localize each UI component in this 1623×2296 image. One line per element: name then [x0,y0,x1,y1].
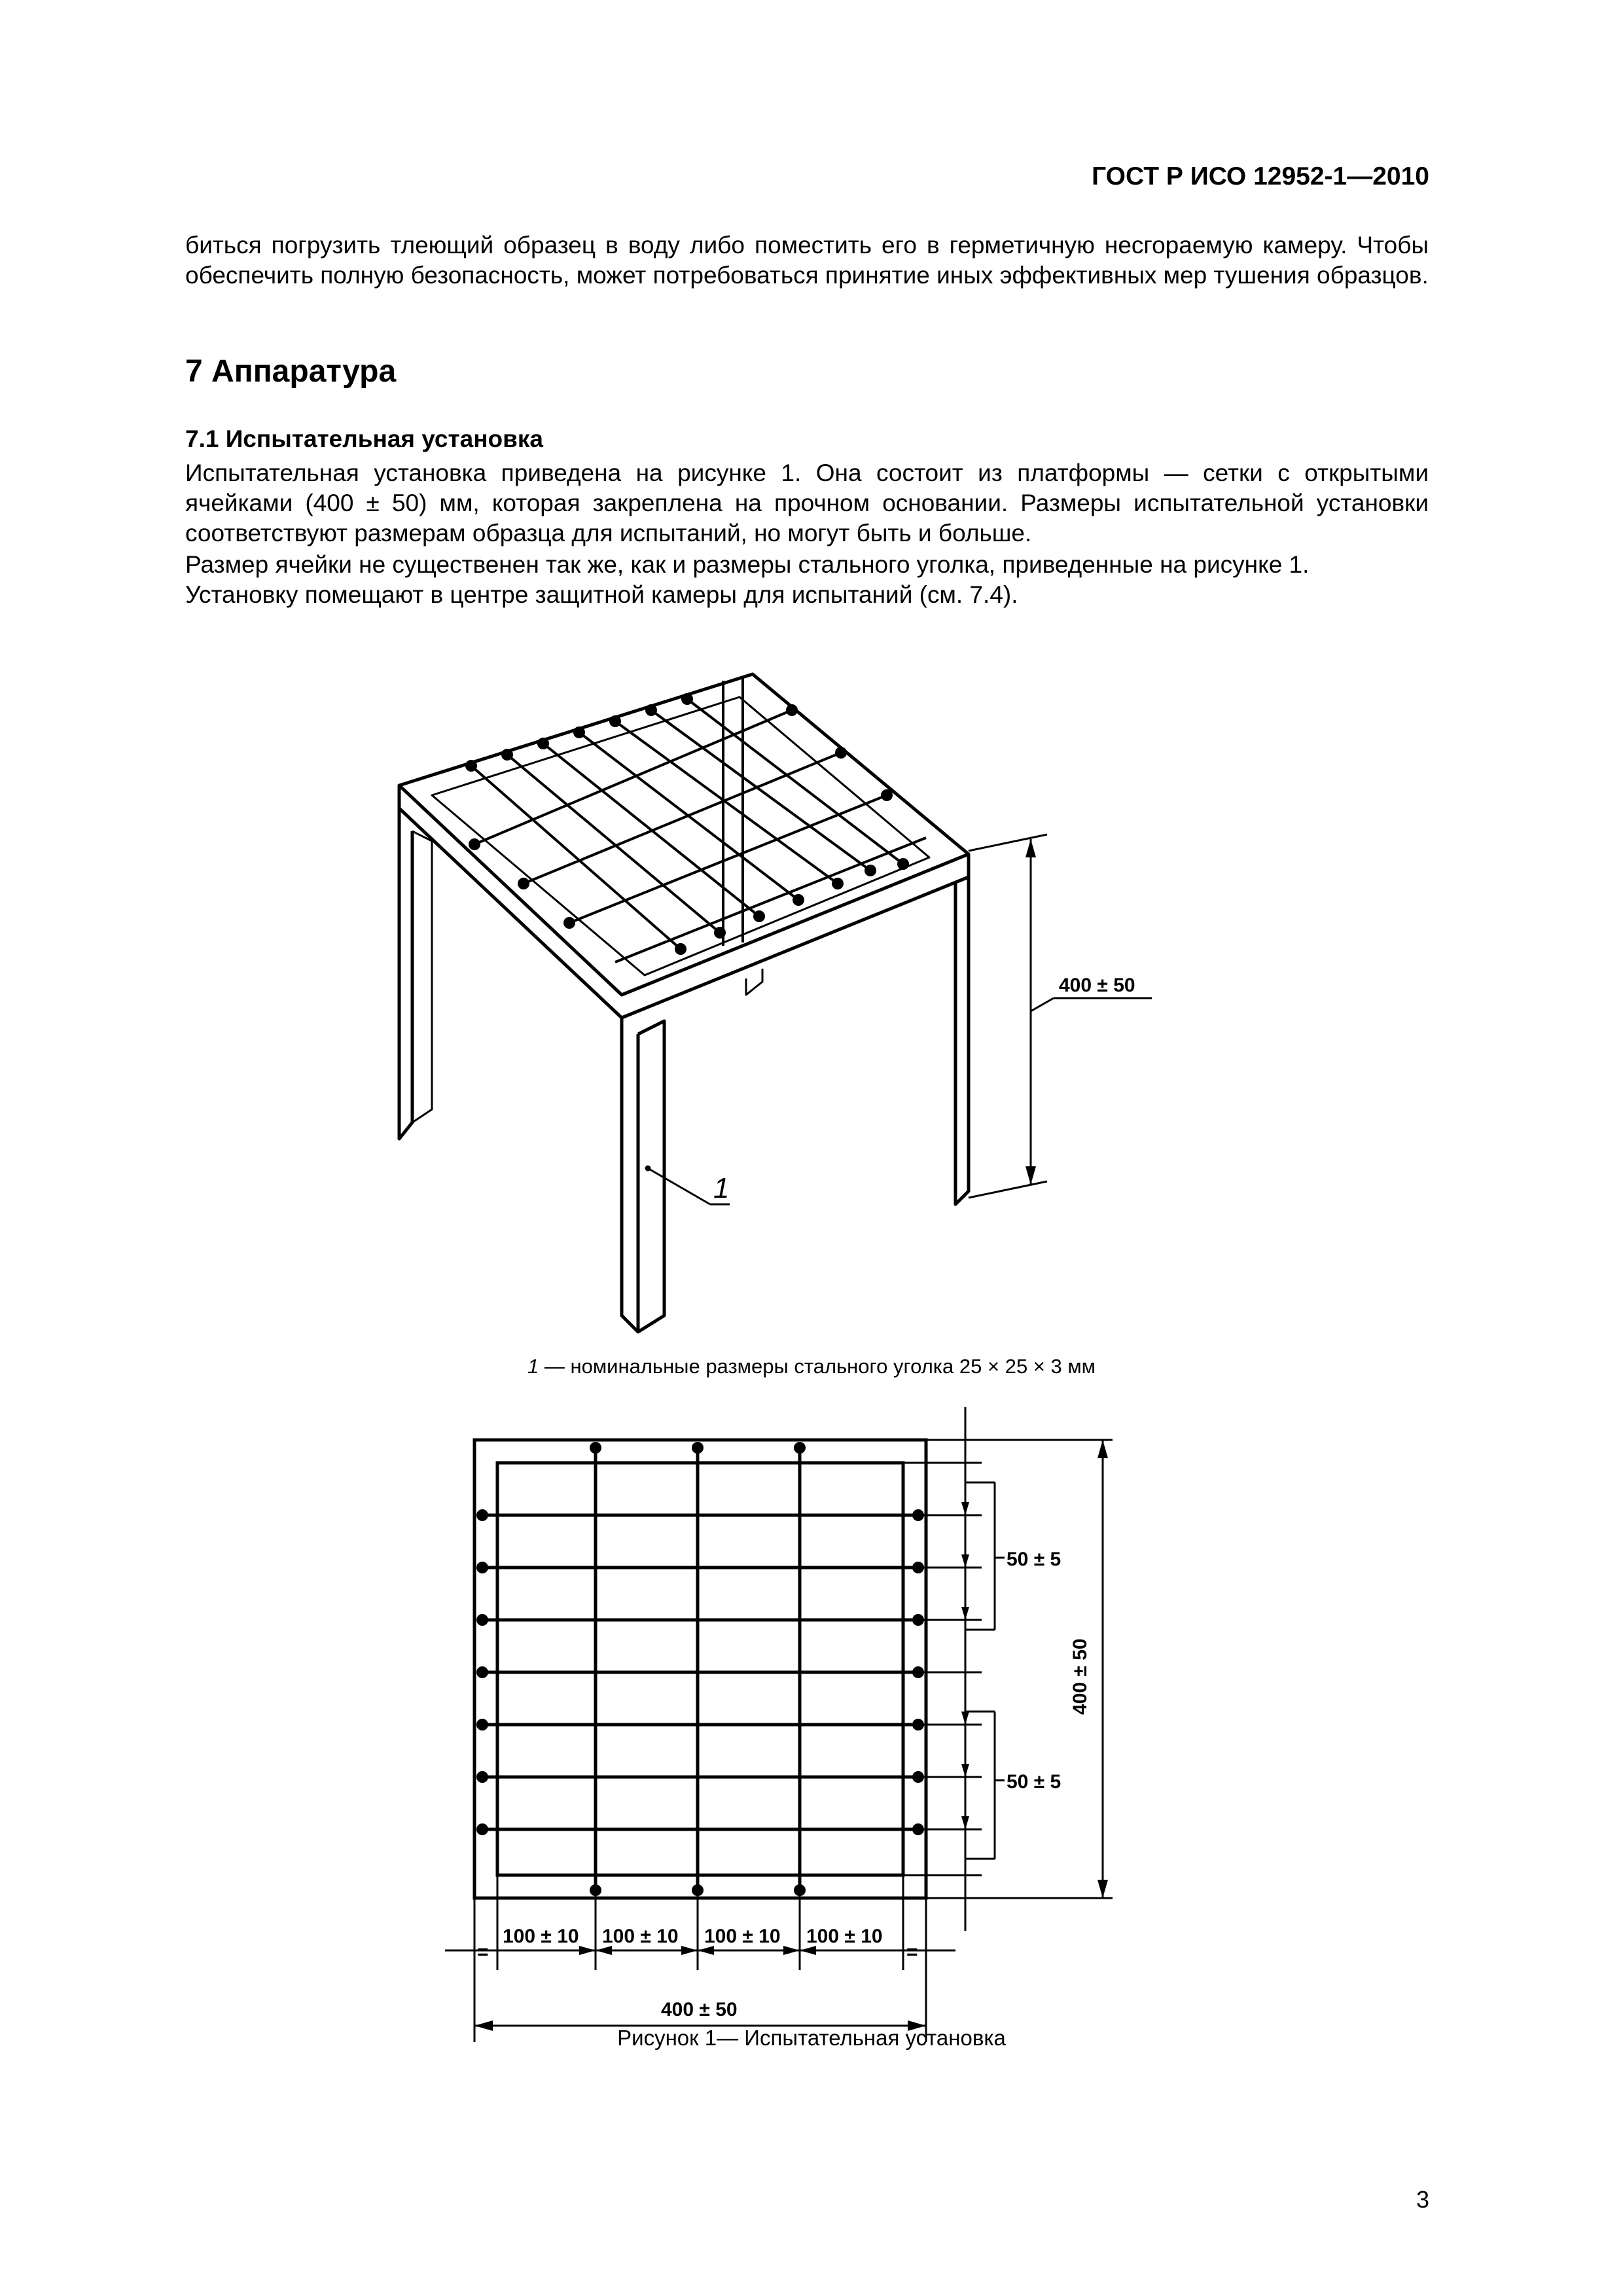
left-leg-inner [412,831,432,1122]
total-height-dimension: 400 ± 50 [1069,1638,1091,1715]
cell-dimension-3: 100 ± 10 [704,1926,781,1947]
spacing-dimension-top: 50 ± 5 [1007,1549,1061,1570]
stand-top-inner [432,697,929,975]
front-leg-left [622,1018,638,1332]
figure-caption: Рисунок 1— Испытательная установка [617,2026,1006,2050]
legend-text: — номинальные размеры стального уголка 25 × 25 × 3 мм [539,1355,1096,1378]
paragraph-placement: Установку помещают в центре защитной камеры для испытаний (см. 7.4). [185,581,1018,608]
height-dimension [969,834,1152,1198]
legend-number: 1 [527,1355,539,1378]
paragraph-setup-text: Испытательная установка приведена на рисунке 1. Она состоит из платформы — сетки с открытыми ячейками (400 ± 50) мм, которая закреплена на прочном основании. Размеры испытательной установки соответствуют размерам образца для испытаний, но могут быть и больше. [185,459,1429,547]
callout-number: 1 [713,1172,730,1204]
height-dimension-label: 400 ± 50 [1059,975,1135,996]
left-leg [399,808,412,1139]
cell-dimension-2: 100 ± 10 [602,1926,679,1947]
cell-dimension-1: 100 ± 10 [503,1926,579,1947]
total-width-dimension: 400 ± 50 [661,1999,738,2020]
cell-dimension-4: 100 ± 10 [806,1926,883,1947]
equal-mark-right: = [906,1941,918,1963]
plan-view-wires [482,1448,918,1890]
back-leg [746,969,762,995]
paragraph-cell-size: Размер ячейки не существенен так же, как и размеры стального уголка, приведенные на рисунке 1. [185,551,1310,578]
right-leg [955,877,969,1204]
document-code: ГОСТ Р ИСО 12952-1—2010 [1092,162,1429,190]
subsection-title: 7.1 Испытательная установка [185,425,543,452]
figure-legend [0,1355,1623,1378]
spacing-dimension-bottom: 50 ± 5 [1007,1771,1061,1793]
page-number: 3 [1416,2186,1429,2213]
equal-mark-left: = [477,1941,489,1963]
section-title: 7 Аппаратура [185,354,397,389]
isometric-grid-nodes [465,693,909,955]
paragraph-continuation: биться погрузить тлеющий образец в воду либо поместить его в герметичную несгораемую камеру. Чтобы обеспечить полную безопасность, может потребоваться принятие иных эффективных мер тушения образцов. [185,232,1429,289]
